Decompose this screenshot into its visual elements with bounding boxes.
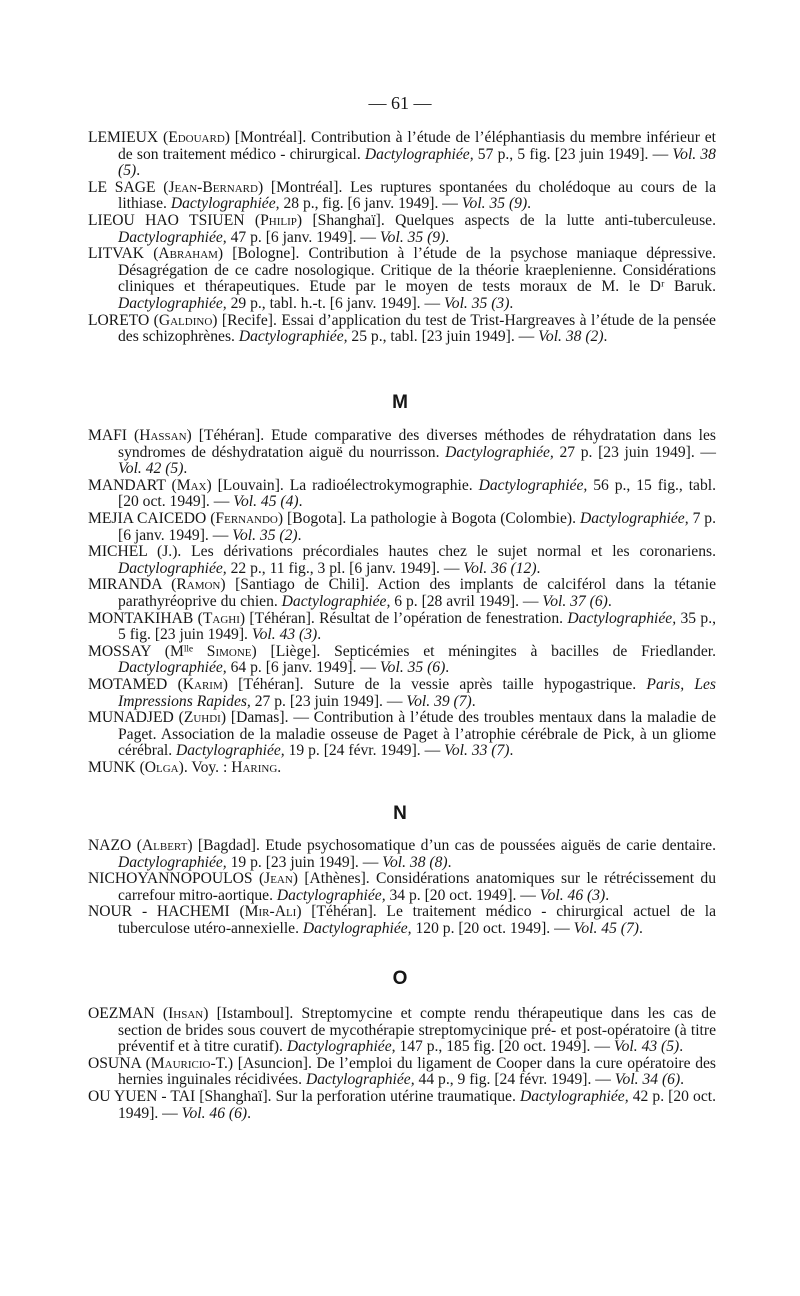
- entry-journal: Dactylographiée,: [286, 1038, 396, 1056]
- entry-end: .: [471, 692, 476, 710]
- entry-details: 27 p. [23 juin 1949]. —: [250, 692, 407, 710]
- entry-details: 19 p. [23 juin 1949]. —: [226, 853, 383, 871]
- bibliography-entry: [88, 428, 716, 478]
- entry-volume: Vol. 39 (7): [406, 692, 472, 710]
- entry-first-name: (Mir-Ali): [239, 903, 302, 921]
- entry-first-name: (Mˡˡᵉ Simone): [164, 642, 257, 660]
- section-letter-o: O: [392, 968, 408, 989]
- entry-end: .: [605, 886, 610, 904]
- entry-details: 56 p., 15 fig., tabl. [20 oct. 1949]. —: [118, 476, 716, 511]
- entry-author: NOUR - HACHEMI: [88, 903, 230, 921]
- entry-details: 147 p., 185 fig. [20 oct. 1949]. —: [395, 1038, 614, 1056]
- entry-journal: Dactylographiée,: [567, 609, 677, 627]
- section-letter-m: M: [392, 392, 408, 413]
- entry-end: .: [297, 526, 302, 544]
- bibliography-entry: [88, 1006, 716, 1056]
- entry-journal: Dactylographiée,: [364, 145, 474, 163]
- entry-first-name: (Edouard): [163, 129, 230, 146]
- entry-details: 22 p., 11 fig., 3 pl. [6 janv. 1949]. —: [226, 559, 464, 577]
- entry-first-name: (Hassan): [134, 427, 192, 444]
- entry-details: 28 p., fig. [6 janv. 1949]. —: [279, 195, 462, 213]
- entry-author: LIEOU HAO TSIUEN: [88, 211, 245, 229]
- entry-author: MUNADJED: [88, 709, 174, 727]
- entry-author: MICHEL: [88, 543, 148, 561]
- entry-journal: Dactylographiée,: [281, 592, 391, 610]
- bibliography-entry: [88, 511, 716, 544]
- entry-author: MOSSAY: [88, 642, 151, 660]
- entry-first-name: (Mauricio-T.): [145, 1054, 234, 1072]
- entry-end: .: [638, 919, 643, 937]
- entry-author: LE SAGE: [88, 178, 156, 196]
- entry-author: MANDART: [88, 476, 166, 494]
- entry-text: [Bologne]. Contribution à l’étude de la psychose maniaque dépressive. Désagrégation de ce cadre nosologique. Critique de la théorie kraeplenienne. Considérations cliniques et thérapeutiques. Etude par le moyen de tests moraux de M. le Dʳ Baruk.: [118, 245, 716, 296]
- entry-text: [Bagdad]. Etude psychosomatique d’un cas de poussées aiguës de carie dentaire.: [192, 837, 716, 854]
- entry-details: 27 p. [23 juin 1949]. —: [553, 443, 716, 461]
- entry-journal: Dactylographiée,: [118, 853, 227, 871]
- entry-first-name: (Karim): [177, 675, 228, 693]
- entry-author: OEZMAN: [88, 1005, 155, 1022]
- bibliography-entry: [88, 478, 716, 511]
- bibliography-entry: [88, 611, 716, 644]
- entry-volume: Vol. 35 (3): [443, 294, 510, 312]
- entry-author: LITVAK: [88, 245, 145, 263]
- entry-volume: Vol. 35 (6): [379, 659, 446, 677]
- bibliography-entry: [88, 180, 716, 213]
- entry-volume: Vol. 35 (2): [232, 526, 298, 544]
- entry-details: 44 p., 9 fig. [24 févr. 1949]. —: [414, 1071, 615, 1089]
- entry-volume: Vol. 36 (12): [463, 559, 537, 577]
- entry-details: 25 p., tabl. [23 juin 1949]. —: [347, 328, 539, 346]
- bibliography-entry: [88, 130, 716, 180]
- entry-journal: Paris, Les Impressions Rapides,: [118, 675, 716, 710]
- entry-journal: Dactylographiée,: [118, 228, 227, 246]
- entry-end: .: [603, 328, 608, 346]
- entry-journal: Dactylographiée,: [118, 559, 227, 577]
- entry-end: .: [607, 592, 612, 610]
- entry-text: [Asuncion]. De l’emploi du ligament de Cooper dans la cure opératoire des hernies inguinales récidivées.: [118, 1054, 716, 1089]
- entry-volume: Vol. 33 (7): [444, 742, 510, 760]
- entry-volume: Vol. 35 (9): [461, 195, 528, 213]
- entry-author: MOTAMED: [88, 675, 168, 693]
- section-m: [88, 428, 716, 776]
- entry-journal: Dactylographiée,: [478, 476, 588, 494]
- bibliography-entry: [88, 1056, 716, 1089]
- entry-volume: Vol. 38 (5): [118, 145, 716, 180]
- entry-first-name: (Zuhdi): [178, 709, 227, 727]
- entry-text: [Istamboul]. Streptomycine et compte rendu thérapeutique dans les cas de section de brides sous couvert de mycothérapie streptomycinique pré- et post-opératoire (à titre préventif et à titre curatif).: [118, 1005, 716, 1056]
- entry-details: 6 p. [28 avril 1949]. —: [390, 592, 543, 610]
- entry-text: [Louvain]. La radioélectrokymographie.: [211, 476, 479, 494]
- bibliography-entry: [88, 577, 716, 610]
- bibliography-entry: [88, 544, 716, 577]
- entry-volume: Vol. 38 (2): [538, 328, 604, 346]
- entry-author: MEJIA CAICEDO: [88, 509, 207, 527]
- entry-author: NICHOYANNOPOULOS: [88, 870, 253, 888]
- section-l: [88, 130, 716, 346]
- entry-first-name: (Fernando): [210, 509, 284, 527]
- entry-end: .: [509, 294, 514, 312]
- entry-text: . Les dérivations précordiales hautes chez le sujet normal et les coronariens.: [177, 543, 716, 561]
- entry-author: NAZO: [88, 837, 132, 854]
- entry-details: 42 p. [20 oct. 1949]. —: [118, 1087, 717, 1122]
- entry-journal: Dactylographiée,: [238, 328, 348, 346]
- entry-author: MUNK: [88, 758, 136, 776]
- bibliography-entry: [88, 760, 716, 777]
- entry-text: . Voy. :: [183, 758, 232, 776]
- entry-end: .: [680, 1071, 685, 1089]
- entry-end: .: [679, 1038, 684, 1056]
- bibliography-entry: [88, 644, 716, 677]
- entry-first-name: (Albert): [136, 837, 193, 854]
- entry-first-name: (Jean): [258, 870, 298, 888]
- entry-author: OU YUEN - TAI: [88, 1087, 196, 1105]
- entry-text: [Montréal]. Les ruptures spontanées du cholédoque au cours de la lithiase.: [118, 178, 716, 213]
- entry-text: [Montréal]. Contribution à l’étude de l’éléphantiasis du membre inférieur et de son traitement médico - chirurgical.: [118, 129, 716, 163]
- entry-details: 29 p., tabl. h.-t. [6 janv. 1949]. —: [226, 294, 444, 312]
- entry-author: MIRANDA: [88, 576, 162, 594]
- entry-details: 57 p., 5 fig. [23 juin 1949]. —: [473, 145, 673, 163]
- entry-author: LORETO: [88, 311, 150, 329]
- bibliography-entry: [88, 677, 716, 710]
- entry-end: .: [183, 460, 188, 478]
- entry-text: [Shanghaï]. Sur la perforation utérine traumatique.: [199, 1087, 520, 1105]
- entry-volume: Vol. 46 (6): [181, 1104, 248, 1122]
- entry-end: .: [536, 559, 541, 577]
- entry-first-name: (J.): [157, 543, 178, 561]
- bibliography-entry: [88, 871, 716, 904]
- bibliography-entry: [88, 710, 716, 760]
- entry-author: MONTAKIHAB: [88, 609, 194, 627]
- entry-details: 64 p. [6 janv. 1949]. —: [226, 659, 380, 677]
- entry-text: [Liège]. Septicémies et méningites à bacilles de Friedlander.: [256, 642, 716, 660]
- entry-journal: Dactylographiée,: [519, 1087, 629, 1105]
- bibliography-entry: [88, 1089, 716, 1122]
- entry-first-name: (Taghi): [197, 609, 246, 627]
- entry-volume: Vol. 34 (6): [614, 1071, 681, 1089]
- entry-text: [Téhéran]. Etude comparative des diverses méthodes de réhydratation dans les syndromes de déshydratation aiguë du nourrisson.: [118, 427, 716, 461]
- entry-journal: Dactylographiée,: [118, 659, 227, 677]
- entry-text: [Athènes]. Considérations anatomiques sur le rétrécissement du carrefour mitro-aortique.: [118, 870, 716, 904]
- entry-details: 7 p. [6 janv. 1949]. —: [118, 509, 716, 544]
- entry-first-name: (Ramon): [171, 576, 226, 594]
- entry-end: .: [247, 1104, 251, 1122]
- entry-end: .: [527, 195, 532, 213]
- entry-journal: Dactylographiée,: [118, 294, 227, 312]
- page-number: — 61 —: [368, 93, 432, 113]
- entry-text: [Téhéran]. Résultat de l’opération de fenestration.: [245, 609, 568, 627]
- entry-see-reference: Haring.: [231, 758, 282, 776]
- entry-volume: Vol. 43 (5): [613, 1038, 680, 1056]
- bibliography-entry: [88, 213, 716, 246]
- entry-journal: Dactylographiée,: [579, 509, 689, 527]
- entry-first-name: (Ihsan): [162, 1005, 209, 1022]
- section-o: [88, 1006, 716, 1122]
- entry-text: [Bogota]. La pathologie à Bogota (Colombie).: [283, 509, 580, 527]
- entry-details: 34 p. [20 oct. 1949]. —: [385, 886, 540, 904]
- entry-details: 35 p., 5 fig. [23 juin 1949].: [118, 609, 717, 644]
- entry-volume: Vol. 45 (4): [233, 493, 299, 511]
- entry-volume: Vol. 42 (5): [118, 460, 184, 478]
- entry-end: .: [445, 659, 450, 677]
- entry-details: 47 p. [6 janv. 1949]. —: [226, 228, 380, 246]
- entry-volume: Vol. 38 (8): [382, 853, 448, 871]
- entry-text: [Recife]. Essai d’application du test de Trist-Hargreaves à l’étude de la pensée des schizophrènes.: [118, 311, 716, 346]
- bibliography-entry: [88, 838, 716, 871]
- entry-volume: Vol. 37 (6): [542, 592, 608, 610]
- entry-text: [Santiago de Chili]. Action des implants de calciférol dans la tétanie parathyréoprive du chien.: [118, 576, 716, 610]
- entry-text: [Damas]. — Contribution à l’étude des troubles mentaux dans la maladie de Paget. Association de la maladie osseuse de Paget à l’atrophie cérébrale de Pick, à un gliome cérébral.: [118, 709, 716, 760]
- entry-volume: Vol. 45 (7): [573, 919, 639, 937]
- entry-end: .: [509, 742, 514, 760]
- entry-first-name: (Galdino): [153, 311, 218, 329]
- entry-end: .: [298, 493, 303, 511]
- section-letter-n: N: [393, 803, 407, 824]
- entry-end: .: [447, 853, 452, 871]
- entry-text: [Shanghaï]. Quelques aspects de la lutte anti-tuberculeuse.: [302, 211, 716, 229]
- entry-end: .: [136, 162, 141, 180]
- entry-end: .: [445, 228, 450, 246]
- entry-journal: Dactylographiée,: [305, 1071, 415, 1089]
- entry-text: [Téhéran]. Suture de la vessie après taille hypogastrique.: [227, 675, 647, 693]
- entry-author: LEMIEUX: [88, 129, 159, 146]
- entry-author: OSUNA: [88, 1054, 141, 1072]
- entry-text: [Téhéran]. Le traitement médico - chirurgical actuel de la tuberculose utéro-annexielle.: [118, 903, 716, 937]
- entry-details: 19 p. [24 févr. 1949]. —: [284, 742, 445, 760]
- entry-first-name: (Abraham): [153, 245, 224, 263]
- entry-journal: Dactylographiée,: [176, 742, 285, 760]
- entry-volume: Vol. 46 (3): [539, 886, 606, 904]
- entry-journal: Dactylographiée,: [276, 886, 386, 904]
- entry-first-name: (Jean-Bernard): [163, 178, 264, 196]
- entry-first-name: (Max): [171, 476, 212, 494]
- bibliography-entry: [88, 313, 716, 346]
- entry-volume: Vol. 43 (3): [251, 626, 318, 644]
- entry-first-name: (Philip): [254, 211, 303, 229]
- entry-first-name: (Olga): [139, 758, 184, 776]
- entry-details: 120 p. [20 oct. 1949]. —: [411, 919, 574, 937]
- bibliography-entry: [88, 904, 716, 937]
- entry-author: MAFI: [88, 427, 127, 444]
- bibliography-entry: [88, 246, 716, 312]
- entry-journal: Dactylographiée,: [170, 195, 280, 213]
- entry-journal: Dactylographiée,: [445, 443, 554, 461]
- entry-journal: Dactylographiée,: [302, 919, 412, 937]
- entry-volume: Vol. 35 (9): [379, 228, 446, 246]
- entry-end: .: [317, 626, 322, 644]
- section-n: [88, 838, 716, 938]
